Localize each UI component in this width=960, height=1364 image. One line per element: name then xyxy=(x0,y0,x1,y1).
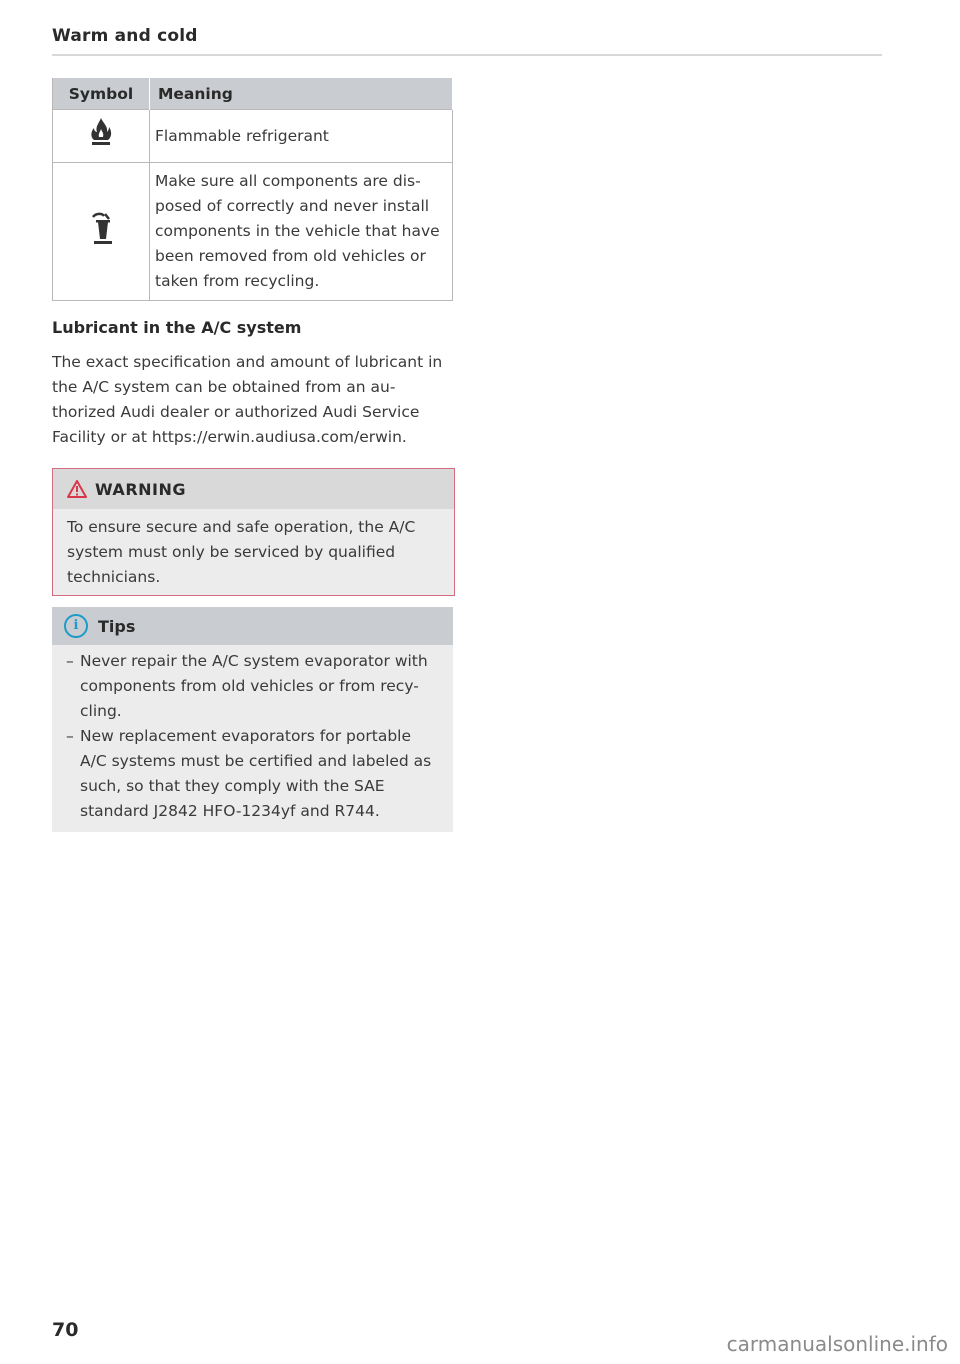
list-item xyxy=(66,724,441,824)
list-dash: – xyxy=(66,652,74,670)
tips-header xyxy=(52,607,453,645)
tips-box xyxy=(52,607,453,832)
warning-header xyxy=(53,469,454,509)
column-header-symbol: Symbol xyxy=(53,78,150,110)
lubricant-paragraph: The exact specification and amount of lubricant in the A/C system can be obtained from an au- thorized Audi dealer or authorized Audi Service Facility or at https://erwin.audiusa.com/erwin. xyxy=(52,353,443,446)
info-icon: i xyxy=(64,614,88,638)
page-header xyxy=(52,26,882,56)
table-row xyxy=(53,163,453,301)
tips-label: Tips xyxy=(98,616,136,636)
symbol-cell xyxy=(53,110,150,163)
symbol-table xyxy=(52,78,453,301)
meaning-cell: Make sure all components are dis- posed of correctly and never install components in the vehicle that have been removed from old vehicles or taken from recycling. xyxy=(150,163,453,301)
page-number: 70 xyxy=(52,1319,79,1341)
meaning-cell: Flammable refrigerant xyxy=(150,110,453,163)
warning-box xyxy=(52,468,455,596)
recycling-bin-icon xyxy=(90,211,112,245)
symbol-cell xyxy=(53,163,150,301)
column-header-meaning: Meaning xyxy=(150,78,453,110)
lubricant-heading: Lubricant in the A/C system xyxy=(52,318,302,337)
tip-text: New replacement evaporators for portable A/C systems must be certified and labeled as such, so that they comply with the SAE standard J2842 HFO-1234yf and R744. xyxy=(80,727,432,820)
list-dash: – xyxy=(66,727,74,745)
table-row xyxy=(53,110,453,163)
warning-triangle-icon xyxy=(67,480,87,498)
tips-list xyxy=(52,645,453,832)
list-item xyxy=(66,649,441,724)
warning-text: To ensure secure and safe operation, the A/C system must only be serviced by qualified technicians. xyxy=(67,518,416,586)
flammable-flame-icon xyxy=(88,117,114,147)
warning-label: WARNING xyxy=(95,479,186,499)
content-column xyxy=(52,78,453,832)
tip-text: Never repair the A/C system evaporator with components from old vehicles or from recy- cling. xyxy=(80,652,428,720)
section-title: Warm and cold xyxy=(52,26,198,46)
watermark: carmanualsonline.info xyxy=(726,1332,948,1356)
table-header-row xyxy=(53,78,453,110)
